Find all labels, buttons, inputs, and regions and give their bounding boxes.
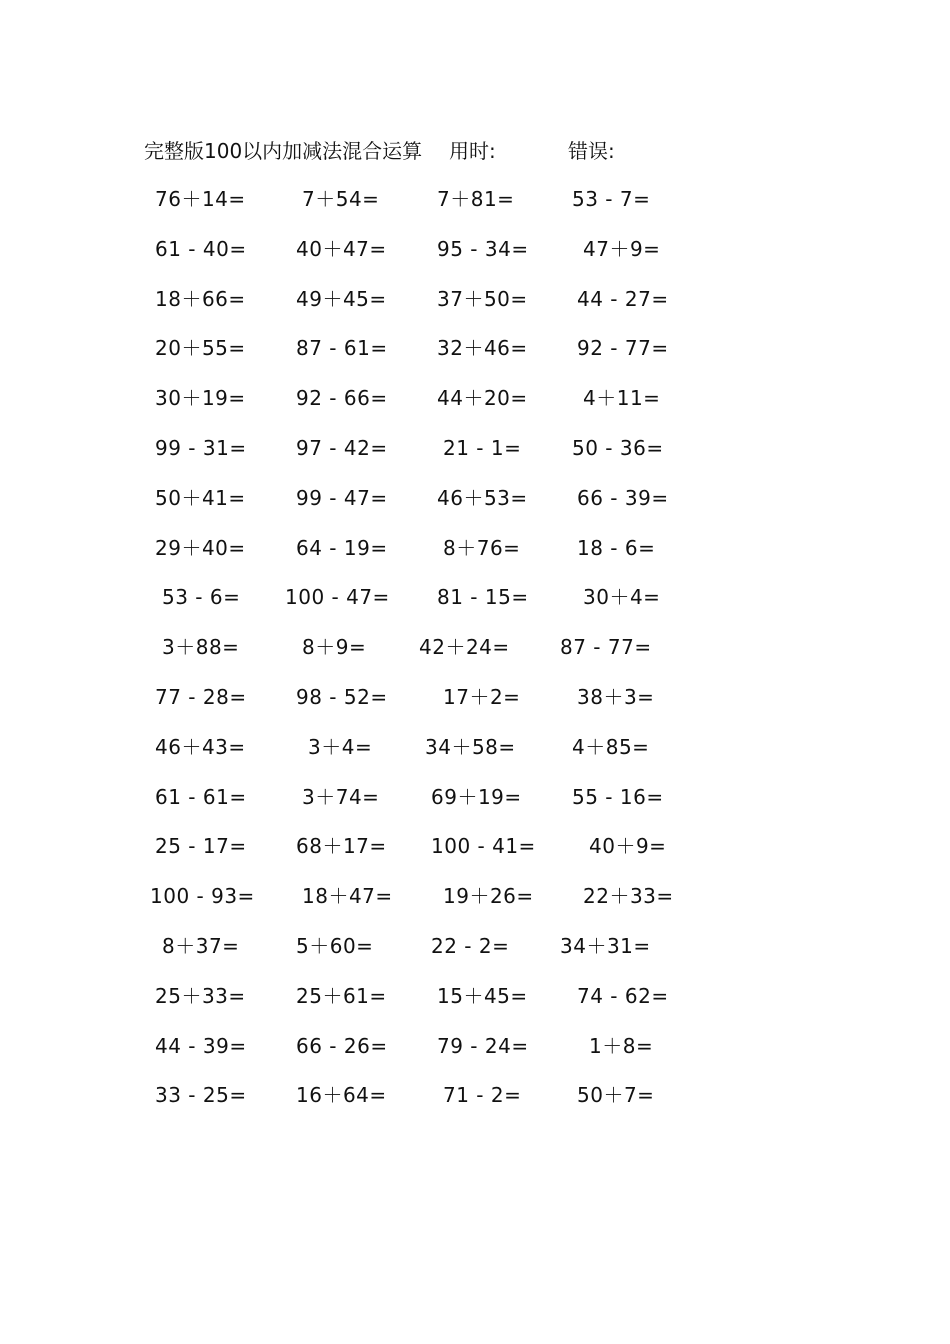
arithmetic-problem: 3＋4=: [308, 734, 373, 759]
arithmetic-problem: 53 - 6=: [162, 585, 241, 610]
errors-label: 错误:: [568, 139, 615, 163]
arithmetic-problem: 19＋26=: [443, 884, 534, 909]
arithmetic-problem: 95 - 34=: [437, 236, 529, 261]
arithmetic-problem: 50＋41=: [155, 485, 246, 510]
arithmetic-problem: 44 - 27=: [577, 286, 669, 311]
arithmetic-problem: 66 - 26=: [296, 1033, 388, 1058]
arithmetic-problem: 30＋4=: [583, 585, 661, 610]
arithmetic-problem: 42＋24=: [419, 635, 510, 660]
arithmetic-problem: 71 - 2=: [443, 1083, 522, 1108]
arithmetic-problem: 25＋33=: [155, 983, 246, 1008]
arithmetic-problem: 99 - 31=: [155, 435, 247, 460]
arithmetic-problem: 50 - 36=: [572, 435, 664, 460]
arithmetic-problem: 46＋43=: [155, 734, 246, 759]
arithmetic-problem: 17＋2=: [443, 684, 521, 709]
arithmetic-problem: 4＋11=: [583, 386, 661, 411]
arithmetic-problem: 8＋76=: [443, 535, 521, 560]
arithmetic-problem: 33 - 25=: [155, 1083, 247, 1108]
problem-row: [0, 481, 950, 531]
problem-row: [0, 929, 950, 979]
problem-grid: [0, 182, 950, 1128]
arithmetic-problem: 22＋33=: [583, 884, 674, 909]
problem-row: [0, 580, 950, 630]
arithmetic-problem: 44 - 39=: [155, 1033, 247, 1058]
arithmetic-problem: 100 - 93=: [150, 884, 255, 909]
problem-row: [0, 1029, 950, 1079]
problem-row: [0, 232, 950, 282]
problem-row: [0, 680, 950, 730]
arithmetic-problem: 16＋64=: [296, 1083, 387, 1108]
problem-row: [0, 780, 950, 830]
arithmetic-problem: 30＋19=: [155, 386, 246, 411]
problem-row: [0, 1078, 950, 1128]
arithmetic-problem: 18 - 6=: [577, 535, 656, 560]
problem-row: [0, 282, 950, 332]
arithmetic-problem: 74 - 62=: [577, 983, 669, 1008]
arithmetic-problem: 8＋9=: [302, 635, 367, 660]
arithmetic-problem: 25 - 17=: [155, 834, 247, 859]
problem-row: [0, 979, 950, 1029]
arithmetic-problem: 15＋45=: [437, 983, 528, 1008]
arithmetic-problem: 49＋45=: [296, 286, 387, 311]
arithmetic-problem: 46＋53=: [437, 485, 528, 510]
arithmetic-problem: 50＋7=: [577, 1083, 655, 1108]
arithmetic-problem: 76＋14=: [155, 187, 246, 211]
arithmetic-problem: 34＋31=: [560, 933, 651, 958]
arithmetic-problem: 81 - 15=: [437, 585, 529, 610]
worksheet-title: 完整版100以内加减法混合运算: [144, 139, 423, 163]
arithmetic-problem: 21 - 1=: [443, 435, 522, 460]
arithmetic-problem: 69＋19=: [431, 784, 522, 809]
arithmetic-problem: 37＋50=: [437, 286, 528, 311]
arithmetic-problem: 40＋47=: [296, 236, 387, 261]
time-used-label: 用时:: [449, 139, 496, 163]
arithmetic-problem: 32＋46=: [437, 336, 528, 361]
arithmetic-problem: 98 - 52=: [296, 684, 388, 709]
arithmetic-problem: 1＋8=: [589, 1033, 654, 1058]
problem-row: [0, 381, 950, 431]
arithmetic-problem: 97 - 42=: [296, 435, 388, 460]
arithmetic-problem: 61 - 61=: [155, 784, 247, 809]
arithmetic-problem: 8＋37=: [162, 933, 240, 958]
arithmetic-problem: 100 - 41=: [431, 834, 536, 859]
problem-row: [0, 431, 950, 481]
arithmetic-problem: 18＋66=: [155, 286, 246, 311]
arithmetic-problem: 25＋61=: [296, 983, 387, 1008]
arithmetic-problem: 64 - 19=: [296, 535, 388, 560]
arithmetic-problem: 66 - 39=: [577, 485, 669, 510]
arithmetic-problem: 87 - 61=: [296, 336, 388, 361]
arithmetic-problem: 3＋88=: [162, 635, 240, 660]
arithmetic-problem: 20＋55=: [155, 336, 246, 361]
arithmetic-problem: 40＋9=: [589, 834, 667, 859]
problem-row: [0, 829, 950, 879]
arithmetic-problem: 7＋54=: [302, 187, 380, 211]
arithmetic-problem: 3＋74=: [302, 784, 380, 809]
arithmetic-problem: 92 - 77=: [577, 336, 669, 361]
arithmetic-problem: 55 - 16=: [572, 784, 664, 809]
arithmetic-problem: 77 - 28=: [155, 684, 247, 709]
worksheet-header: [144, 136, 764, 166]
arithmetic-problem: 92 - 66=: [296, 386, 388, 411]
problem-row: [0, 630, 950, 680]
arithmetic-problem: 5＋60=: [296, 933, 374, 958]
arithmetic-problem: 22 - 2=: [431, 933, 510, 958]
arithmetic-problem: 4＋85=: [572, 734, 650, 759]
problem-row: [0, 331, 950, 381]
arithmetic-problem: 47＋9=: [583, 236, 661, 261]
arithmetic-problem: 44＋20=: [437, 386, 528, 411]
arithmetic-problem: 18＋47=: [302, 884, 393, 909]
arithmetic-problem: 100 - 47=: [285, 585, 390, 610]
problem-row: [0, 182, 950, 232]
arithmetic-problem: 7＋81=: [437, 187, 515, 211]
arithmetic-problem: 34＋58=: [425, 734, 516, 759]
problem-row: [0, 730, 950, 780]
arithmetic-problem: 68＋17=: [296, 834, 387, 859]
arithmetic-problem: 38＋3=: [577, 684, 655, 709]
arithmetic-problem: 61 - 40=: [155, 236, 247, 261]
problem-row: [0, 531, 950, 581]
arithmetic-problem: 99 - 47=: [296, 485, 388, 510]
arithmetic-problem: 29＋40=: [155, 535, 246, 560]
problem-row: [0, 879, 950, 929]
arithmetic-problem: 87 - 77=: [560, 635, 652, 660]
arithmetic-problem: 53 - 7=: [572, 187, 651, 211]
arithmetic-problem: 79 - 24=: [437, 1033, 529, 1058]
